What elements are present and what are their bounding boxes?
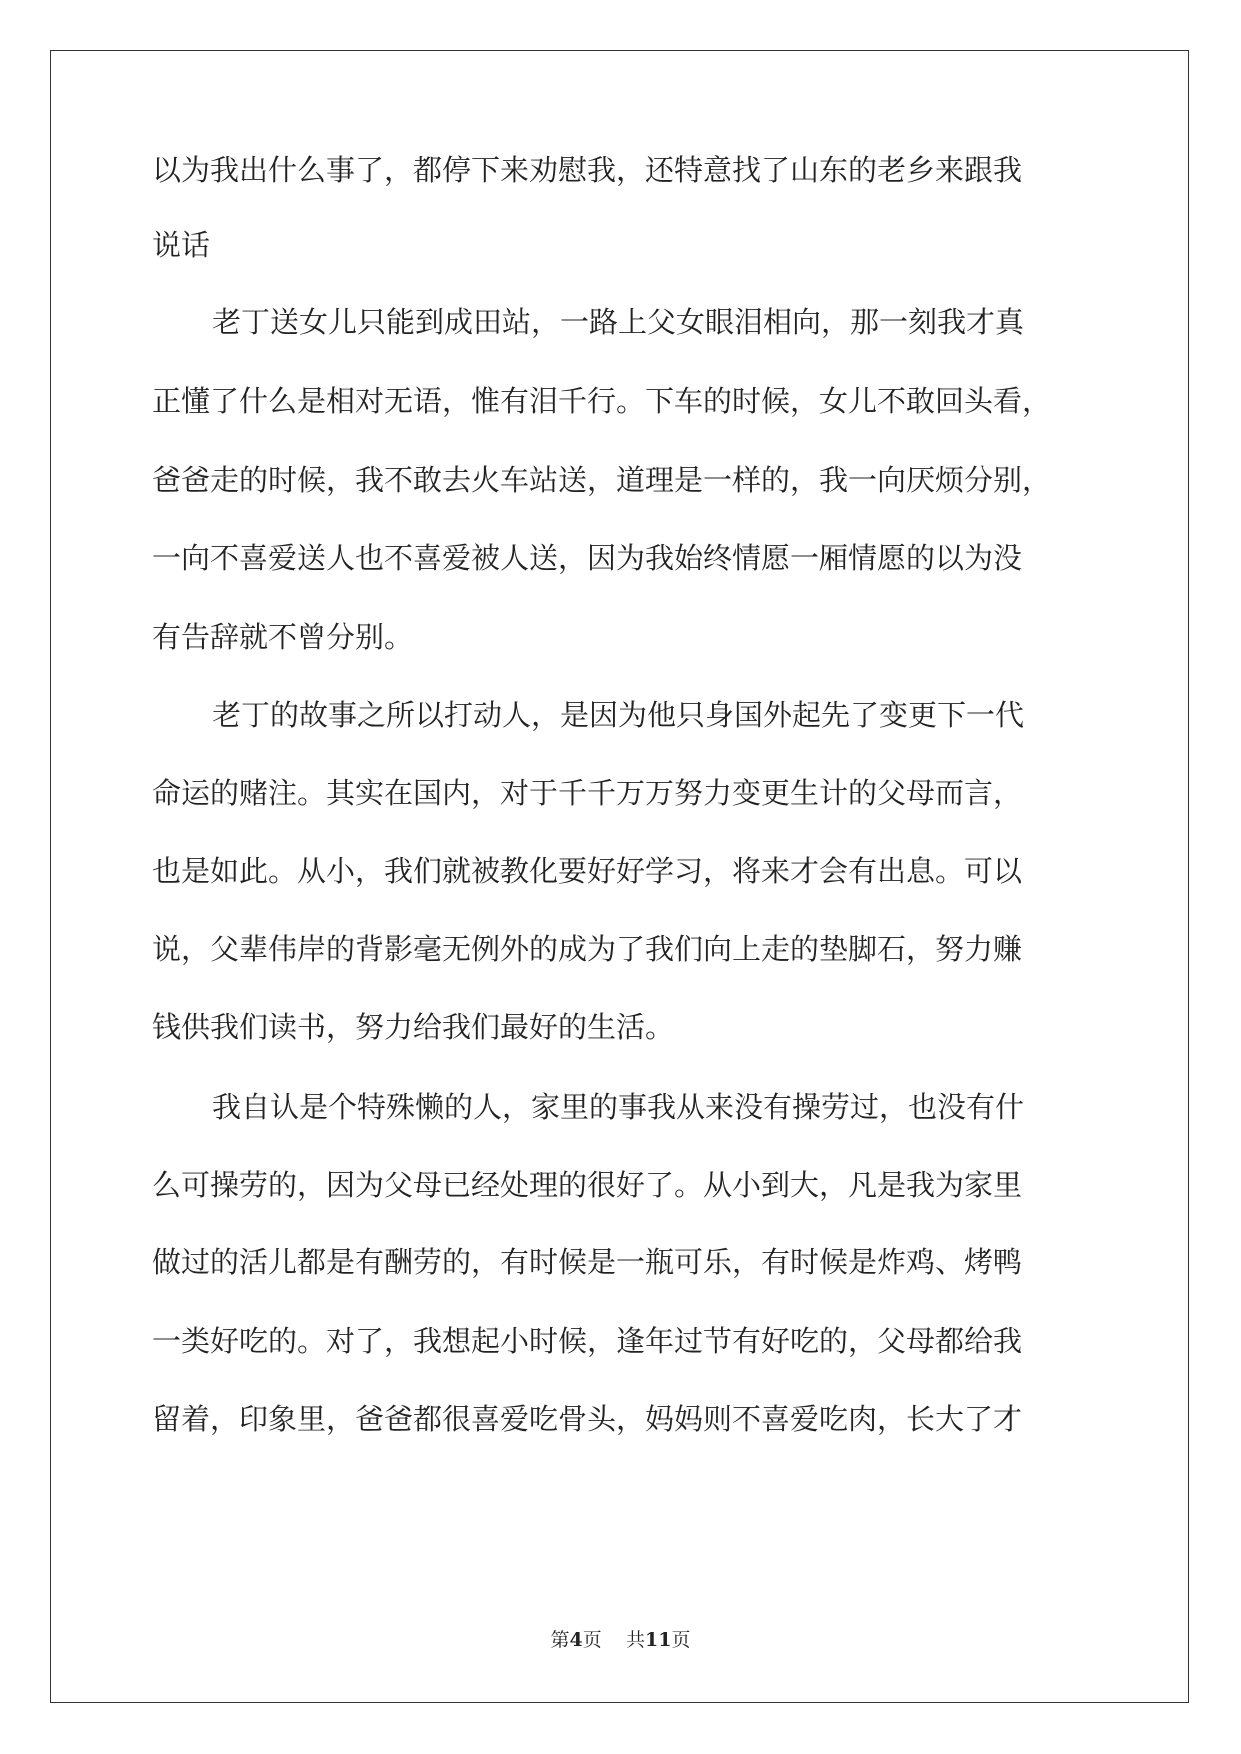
- page-label-prefix: 第: [550, 1629, 570, 1651]
- paragraph-first-line: 老丁送女儿只能到成田站，一路上父女眼泪相向，那一刻我才真: [212, 305, 1025, 339]
- page-footer: [0, 1628, 1241, 1652]
- text-line: 说话: [152, 228, 211, 262]
- text-line: 说，父辈伟岸的背影毫无例外的成为了我们向上走的垫脚石，努力赚: [152, 932, 1023, 966]
- paragraph-first-line: 老丁的故事之所以打动人，是因为他只身国外起先了变更下一代: [212, 698, 1025, 732]
- total-label-suffix: 页: [671, 1629, 691, 1651]
- text-line: 一类好吃的。对了，我想起小时候，逢年过节有好吃的，父母都给我: [152, 1324, 1023, 1358]
- text-line: 命运的赌注。其实在国内，对于千千万万努力变更生计的父母而言，: [152, 776, 1023, 810]
- text-line: 一向不喜爱送人也不喜爱被人送，因为我始终情愿一厢情愿的以为没: [152, 541, 1023, 575]
- text-line: 也是如此。从小，我们就被教化要好好学习，将来才会有出息。可以: [152, 854, 1023, 888]
- text-line: 钱供我们读书，努力给我们最好的生活。: [152, 1010, 675, 1044]
- text-line: 么可操劳的，因为父母已经处理的很好了。从小到大，凡是我为家里: [152, 1168, 1023, 1202]
- text-line: 有告辞就不曾分别。: [152, 620, 414, 654]
- text-line: 留着，印象里，爸爸都很喜爱吃骨头，妈妈则不喜爱吃肉，长大了才: [152, 1402, 1023, 1436]
- page-number: 4: [569, 1629, 583, 1651]
- text-line: 正懂了什么是相对无语，惟有泪千行。下车的时候，女儿不敢回头看，: [152, 384, 1052, 418]
- total-label-prefix: 共: [625, 1629, 645, 1651]
- paragraph-first-line: 我自认是个特殊懒的人，家里的事我从来没有操劳过，也没有什: [212, 1090, 1025, 1124]
- text-line: 爸爸走的时候，我不敢去火车站送，道理是一样的，我一向厌烦分别，: [152, 463, 1052, 497]
- total-pages: 11: [644, 1629, 672, 1651]
- text-line: 做过的活儿都是有酬劳的，有时候是一瓶可乐，有时候是炸鸡、烤鸭: [152, 1245, 1023, 1279]
- text-line: 以为我出什么事了，都停下来劝慰我，还特意找了山东的老乡来跟我: [152, 153, 1023, 187]
- page-label-suffix: 页: [582, 1629, 602, 1651]
